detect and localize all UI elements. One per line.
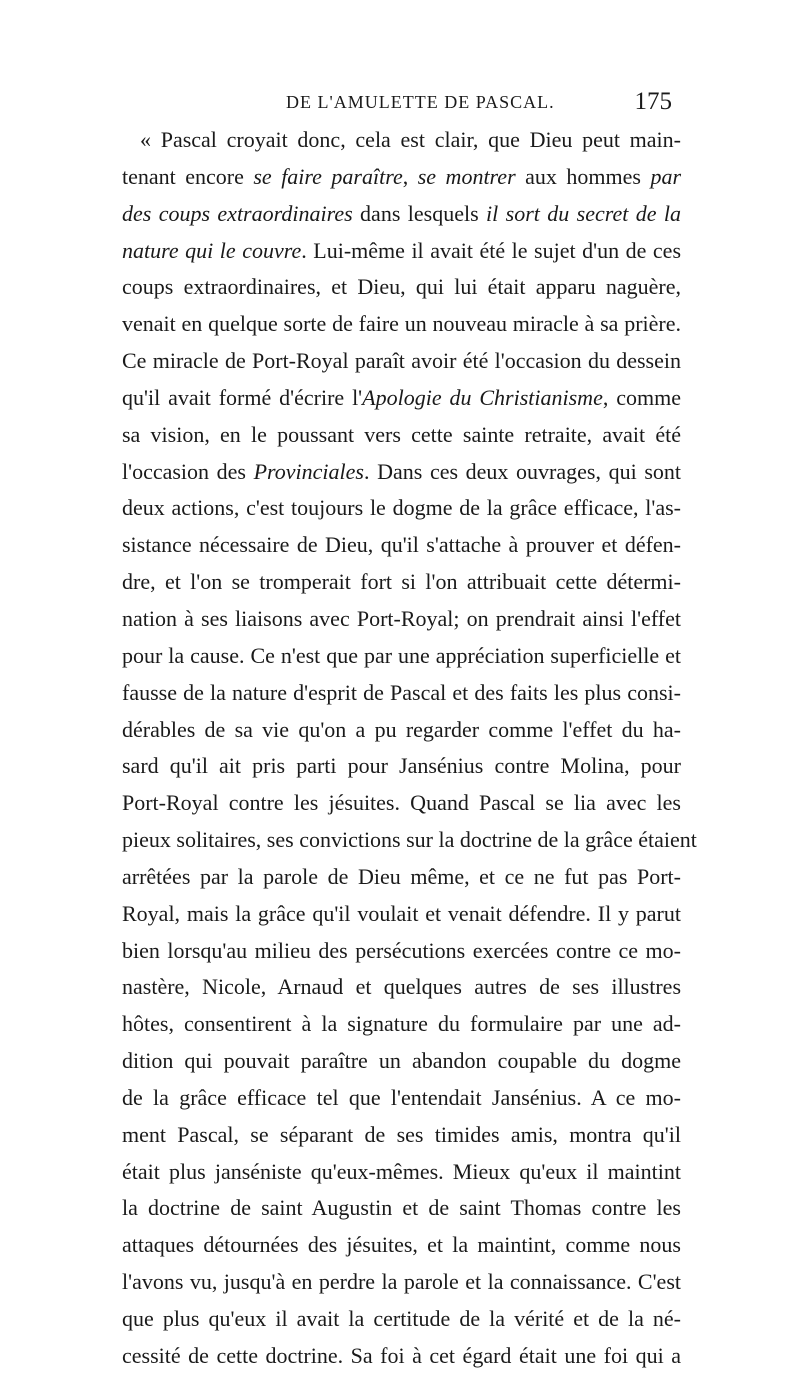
- text-line: l'avons vu, jusqu'à en perdre la parole et la connaissance. C'est: [122, 1269, 681, 1295]
- page-number: 175: [634, 88, 672, 115]
- text-line: pour la cause. Ce n'est que par une appréciation superficielle et: [122, 642, 681, 668]
- text-line: Royal, mais la grâce qu'il voulait et venait défendre. Il y parut: [122, 900, 681, 926]
- text-line: sard qu'il ait pris parti pour Jansénius contre Molina, pour: [122, 753, 681, 779]
- text-line: « Pascal croyait donc, cela est clair, que Dieu peut main-: [140, 127, 681, 152]
- text-line: fausse de la nature d'esprit de Pascal et des faits les plus consi-: [122, 679, 681, 705]
- text-line: venait en quelque sorte de faire un nouveau miracle à sa prière.: [122, 311, 681, 337]
- text-line: l'occasion des Provinciales. Dans ces deux ouvrages, qui sont: [122, 458, 681, 484]
- text-line: que plus qu'eux il avait la certitude de la vérité et de la né-: [122, 1306, 681, 1331]
- text-line: hôtes, consentirent à la signature du formulaire par une ad-: [122, 1011, 681, 1037]
- text-line: Ce miracle de Port-Royal paraît avoir été l'occasion du dessein: [122, 348, 681, 374]
- text-line: deux actions, c'est toujours le dogme de la grâce efficace, l'as-: [122, 495, 681, 521]
- text-line: bien lorsqu'au milieu des persécutions exercées contre ce mo-: [122, 937, 681, 963]
- text-line: arrêtées par la parole de Dieu même, et ce ne fut pas Port-: [122, 863, 681, 889]
- text-line: nation à ses liaisons avec Port-Royal; on prendrait ainsi l'effet: [122, 605, 681, 631]
- text-line: Port-Royal contre les jésuites. Quand Pascal se lia avec les: [122, 790, 681, 816]
- text-line: était plus janséniste qu'eux-mêmes. Mieux qu'eux il maintint: [122, 1158, 681, 1184]
- text-line: de la grâce efficace tel que l'entendait Jansénius. A ce mo-: [122, 1084, 681, 1110]
- text-line: la doctrine de saint Augustin et de saint Thomas contre les: [122, 1195, 681, 1221]
- text-line: cessité de cette doctrine. Sa foi à cet égard était une foi qui a: [122, 1342, 681, 1368]
- text-line: pieux solitaires, ses convictions sur la doctrine de la grâce étaient: [122, 827, 697, 853]
- text-line: nature qui le couvre. Lui-même il avait été le sujet d'un de ces: [122, 237, 682, 263]
- text-line: tenant encore se faire paraître, se montrer aux hommes par: [122, 163, 682, 189]
- text-line: dérables de sa vie qu'on a pu regarder comme l'effet du ha-: [122, 716, 681, 742]
- text-line: qu'il avait formé d'écrire l'Apologie du Christianisme, comme: [122, 384, 681, 410]
- text-line: coups extraordinaires, et Dieu, qui lui était apparu naguère,: [122, 274, 681, 300]
- text-line: sa vision, en le poussant vers cette sainte retraite, avait été: [122, 421, 681, 447]
- page-header: [286, 88, 672, 122]
- text-line: dition qui pouvait paraître un abandon coupable du dogme: [122, 1048, 681, 1074]
- text-line: des coups extraordinaires dans lesquels il sort du secret de la: [122, 200, 681, 226]
- text-line: dre, et l'on se tromperait fort si l'on attribuait cette détermi-: [122, 569, 681, 595]
- text-line: attaques détournées des jésuites, et la maintint, comme nous: [122, 1232, 681, 1258]
- body-text: [122, 122, 697, 1375]
- running-head: DE L'AMULETTE DE PASCAL.: [286, 92, 555, 112]
- text-line: sistance nécessaire de Dieu, qu'il s'attache à prouver et défen-: [122, 532, 681, 558]
- text-line: nastère, Nicole, Arnaud et quelques autres de ses illustres: [122, 974, 681, 1000]
- text-line: ment Pascal, se séparant de ses timides amis, montra qu'il: [122, 1121, 681, 1147]
